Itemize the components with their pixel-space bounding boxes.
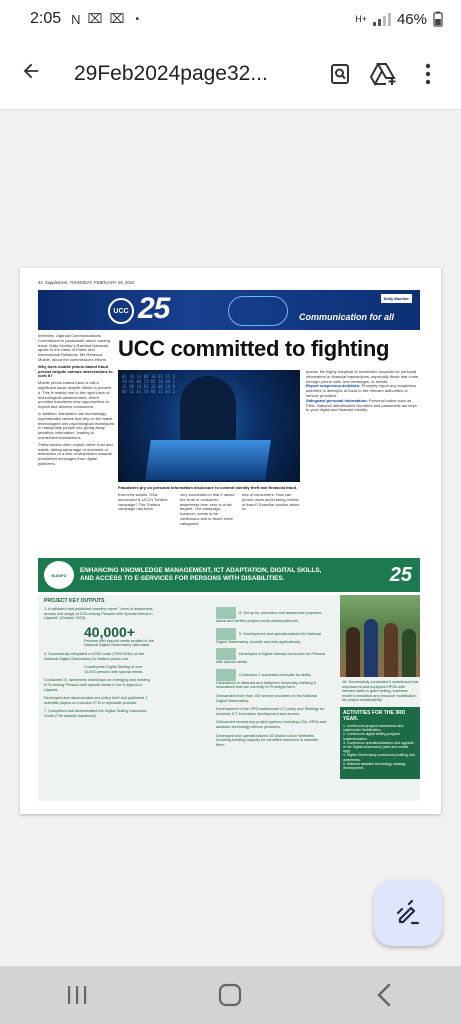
nudipu-banner — [38, 558, 420, 592]
output-item: 7. Completed and disseminated the Digital Skilling Instruction Guide (The didactic handbook). — [44, 709, 147, 718]
document-title: 29Feb2024page32... — [74, 61, 268, 85]
right-subhead-1: Report suspicious activities: — [306, 383, 361, 389]
search-document-icon — [328, 62, 352, 86]
right-text-2: Personal codes such as PINs, National Identification Numbers and passwords are keys to your digital and financial identity. — [306, 397, 417, 413]
question-1: Why does mobile phone-based fraud persist despite various interventions to curb it? — [38, 363, 113, 379]
home-button[interactable] — [200, 975, 260, 1015]
output-item: Persons with special needs profiled in the National Digital Observatory data base. — [84, 638, 154, 648]
outputs-column-1 — [44, 607, 154, 723]
back-nav-button[interactable] — [354, 975, 414, 1015]
notification-icon-mail-2: ⌧ — [109, 11, 125, 26]
search-in-document-button[interactable] — [321, 55, 359, 93]
chevron-left-icon — [376, 983, 392, 1007]
activity-item: 4. Digital Observatory continuous profiling and awareness. — [343, 753, 415, 762]
mid-column-2: very successful in that it raised the level of consumer awareness from zero to a fair degree. The campaign, however, needs to be continuous and to reach more categories — [180, 492, 235, 526]
nudipu-logo: NUDIPU — [44, 561, 74, 589]
right-subhead-2: Safeguard personal information: — [306, 397, 368, 403]
notification-icon-mail: ⌧ — [87, 11, 103, 26]
output-thumbnail — [216, 648, 236, 660]
newspaper-header-line: 32. Supplement. THURSDAY, FEBRUARY 29, 2024 — [38, 280, 135, 285]
arrow-back-icon — [20, 60, 42, 82]
right-lead: quests: Be highly sceptical of unsolicited requests for personal information or financial transactions, especially those that come through phone calls, text messages, or emails. — [306, 369, 419, 384]
output-thumbnail — [216, 607, 236, 619]
activities-heading: ACTIVITIES FOR THE 3RD YEAR. — [343, 709, 406, 722]
photo-caption: Fraudsters pry on personal information disclosure to commit identity theft and financial fraud. — [118, 485, 298, 490]
battery-percent: 46% — [396, 10, 427, 28]
activity-item: 2. Continuous digital skilling program implementation. — [343, 732, 401, 741]
output-item: Developed a Digital Literacy curriculum for Persons with special needs. — [216, 648, 328, 665]
home-icon — [218, 983, 242, 1007]
article-intro: Interview. Uganda Communications Commission is passionate about curbing fraud. Daily Monitor's Racheal Nabisubi, spoke to the Head of Public and International Relations, Ms Rebecca Mukite, about the commission's efforts — [38, 333, 110, 362]
output-item: Countrywide Digital Skilling of over 10,000 persons with special needs. — [84, 665, 144, 674]
mid-column-1: from new scams. How successful is UCC's Tonfera campaign? The Tonfera campaign has been — [118, 492, 168, 512]
status-time: 2:05 — [30, 10, 62, 27]
activity-item: 1. Continuous program awareness and stakeholder Mobilization. — [343, 723, 404, 733]
output-item: Conducted 21 awareness workshops on emerging and existing ICTs among Persons with special needs in the 5 regions in Uganda. — [44, 678, 150, 692]
big-number: 40,000+ — [84, 623, 135, 640]
project-outputs-section — [38, 595, 420, 801]
output-item: Conducted 2 successful innovate for ability Hackathons in Mbarara and Makerere University realizing 6 innovations that are currently in Prototype form. — [216, 669, 328, 690]
activity-item: 5. National assistive technology strategy development. — [343, 761, 406, 770]
cloud-graphic-icon — [228, 296, 288, 326]
output-item: 9. Development and operationalized the National Digital Observatory, (mobile and web applications). — [216, 628, 328, 645]
status-bar — [0, 0, 461, 38]
output-item: 3. Successfully integrated a USSD code (*255*103#) on the National Digital Observatory for feature phone use. — [44, 651, 145, 661]
output-item: Developed and disseminated one policy brief and published 2 scientific papers on inclusive ICTs in reputable journals. — [44, 696, 148, 705]
outputs-column-3 — [340, 595, 420, 779]
nudipu-title: ENHANCING KNOWLEDGE MANAGEMENT, ICT ADAPTATION, DIGITAL SKILLS, AND ACCESS TO E-SERVICES FOR PERSONS WITH DISABILITIES. — [80, 567, 322, 582]
ucc-logo: UCC — [108, 298, 134, 324]
add-to-drive-button[interactable] — [365, 55, 403, 93]
article-mid-columns — [118, 493, 300, 527]
pen-edit-icon — [394, 899, 422, 927]
system-nav-bar — [0, 966, 461, 1024]
network-type-label: H+ — [355, 14, 367, 24]
laptop-graphic — [145, 440, 271, 480]
back-button[interactable] — [20, 58, 52, 89]
more-vert-icon — [425, 63, 431, 85]
article-headline: UCC committed to fighting — [118, 336, 390, 361]
answer-2: In addition, fraudsters use increasingly sophisticated tactics that rely on the latest technologies and psychological techniques to manipulate people into giving away sensitive information, leading to unintended transactions. — [38, 410, 114, 440]
output-thumbnail — [216, 669, 236, 681]
more-notifications-dot: • — [135, 13, 140, 25]
hacker-photo — [118, 370, 300, 482]
more-options-button[interactable] — [409, 55, 447, 93]
notification-icon-n: N — [71, 11, 81, 27]
code-overlay: 01 10 11 00 10 01 11 0 10 01 00 11 01 10 00 1 11 00 10 01 11 00 10 0 00 11 01 10 00 11 01 1 — [122, 374, 175, 394]
daily-monitor-logo: Daily Monitor — [381, 294, 412, 303]
output-item: 8. Set up for promotion and awareness purposes, active and verified project social media platforms. — [216, 607, 328, 624]
workshop-photo — [340, 595, 420, 677]
output-item: Development of the OPD institutional ICT policy and Strategy for inclusive ICT innovation development and access. — [216, 707, 325, 716]
ucc-25-logo: 25 — [389, 563, 412, 586]
right-text-1: Promptly report any suspicious activities or attempts at fraud to the relevant authorities or service providers. — [306, 383, 417, 398]
answer-3: These tactics often exploit users' trust and habits, taking advantage of moments of distraction or a lack of skepticism towards unsolicited messages from digital platforms. — [38, 441, 113, 466]
output-item: Developed and operationalized 35 District Union Websites, including building capacity for identified members to maintain them. — [216, 733, 319, 747]
signal-icon — [373, 12, 391, 26]
app-bar — [0, 38, 461, 110]
third-year-activities — [340, 707, 420, 779]
outputs-column-2 — [216, 607, 328, 751]
answer-1: Mobile phone-based fraud is still a significant issue despite efforts to prevent it. This is mainly due to the rapid pace of technological advancement, which provides fraudsters new opportunities to exploit and deceive consumers. — [38, 380, 112, 410]
battery-icon — [433, 11, 443, 27]
ucc-banner — [38, 290, 420, 330]
banner-tagline: Communication for all — [298, 312, 394, 322]
output-item: Onboarded more than 160 service providers on the National Digital Observatory. — [216, 693, 317, 703]
output-item: Onboarded several key project partners including LGs, OPDs and assistive technology service providers. — [216, 720, 327, 729]
output-item-18: 18. Successfully conducted 6 workshops that empowered and equipped OPDs with relevant skills in grant writing, business model formulation and resource mobilization for project sustainability. — [342, 680, 418, 703]
edit-annotate-fab[interactable] — [374, 880, 442, 946]
recent-apps-button[interactable] — [47, 975, 107, 1015]
article-right-column — [306, 370, 420, 413]
recent-apps-icon — [66, 985, 88, 1005]
hooded-figure — [180, 376, 236, 446]
activity-item: 3. Continuous operationalization and upgrade of the Digital observatory (web and mobile app). — [343, 740, 414, 754]
output-thumbnail — [216, 628, 236, 640]
article-left-column — [38, 334, 114, 469]
pdf-page[interactable] — [20, 268, 441, 814]
anniversary-25-logo: 25 — [138, 292, 170, 325]
outputs-heading: PROJECT KEY OUTPUTS — [44, 598, 105, 604]
drive-add-icon — [370, 62, 398, 86]
output-item: 1. A validated and published baseline report "Level of awareness, access and usage of ICTs among Persons with Special Needs in Uganda" (October 2023). — [44, 607, 154, 621]
mid-column-3: ries of consumers. How can phone users avoid being victims of fraud? Exercise caution about re- — [242, 492, 300, 512]
